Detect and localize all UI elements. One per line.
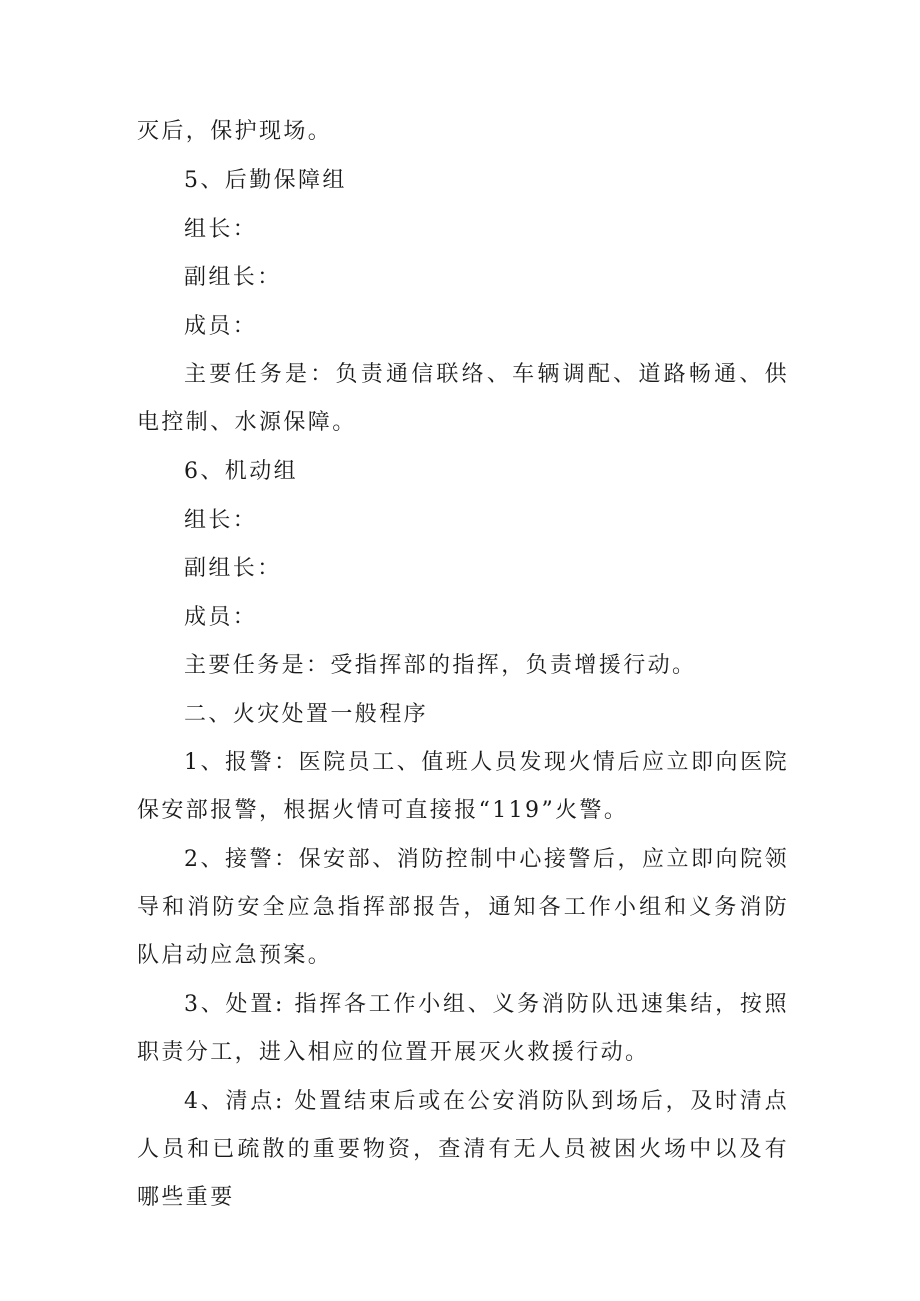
field-group-leader: 组长： [184, 508, 258, 533]
field-members: 成员： [184, 605, 258, 630]
field-deputy-leader: 副组长： [184, 265, 282, 290]
paragraph-continuation: 灭后，保护现场。 [137, 119, 333, 144]
paragraph-receive-alarm: 2、接警：保安部、消防控制中心接警后，应立即向院领导和消防安全应急指挥部报告，通知各工作小组和义务消防队启动应急预案。 [137, 847, 789, 968]
paragraph-mobile-tasks: 主要任务是：受指挥部的指挥，负责增援行动。 [184, 653, 697, 678]
field-group-leader: 组长： [184, 217, 258, 242]
section-heading-mobile: 6、机动组 [184, 459, 298, 484]
field-members: 成员： [184, 314, 258, 339]
field-deputy-leader: 副组长： [184, 556, 282, 581]
paragraph-disposal: 3、处置: 指挥各工作小组、义务消防队迅速集结，按照职责分工，进入相应的位置开展灭火救援行动。 [137, 992, 789, 1065]
paragraph-logistics-tasks: 主要任务是：负责通信联络、车辆调配、道路畅通、供电控制、水源保障。 [137, 362, 789, 435]
paragraph-headcount: 4、清点: 处置结束后或在公安消防队到场后，及时清点人员和已疏散的重要物资，查清有无人员被困火场中以及有哪些重要 [137, 1089, 789, 1210]
section-heading-procedure: 二、火灾处置一般程序 [184, 702, 429, 727]
paragraph-alarm: 1、报警：医院员工、值班人员发现火情后应立即向医院保安部报警，根据火情可直接报“119”火警。 [137, 750, 789, 823]
section-heading-logistics: 5、后勤保障组 [184, 168, 347, 193]
